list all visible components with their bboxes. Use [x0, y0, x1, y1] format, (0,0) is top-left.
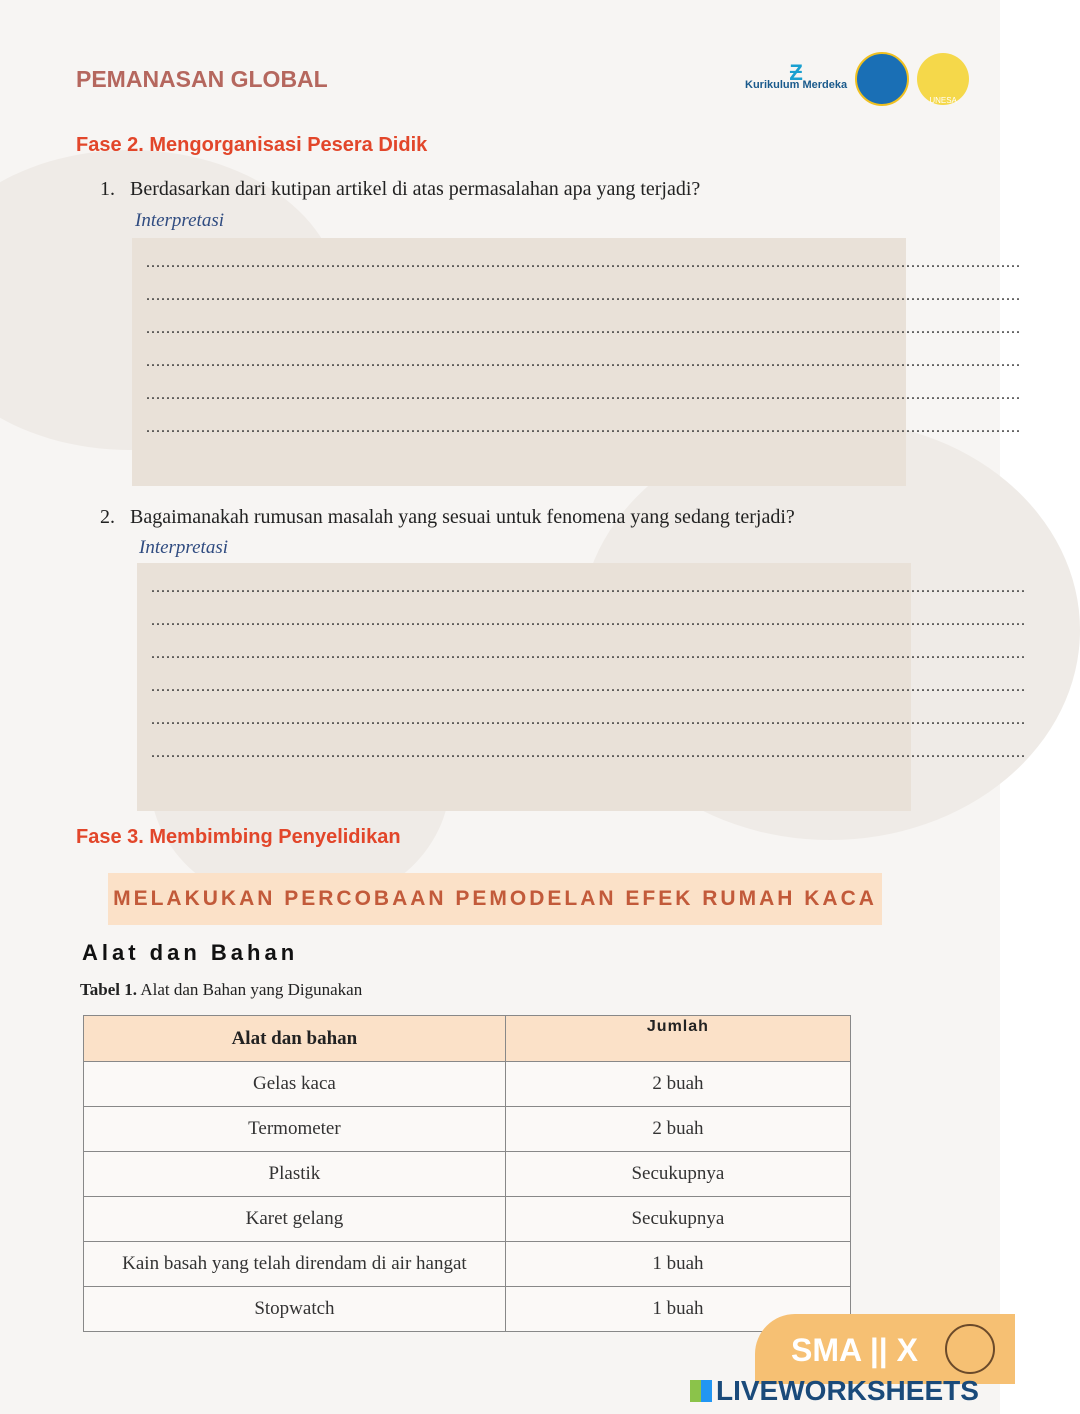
cell-qty: Secukupnya	[505, 1152, 850, 1197]
answer-line[interactable]: ...............................................................................................................................................................................	[151, 645, 1026, 662]
cell-qty: 2 buah	[505, 1107, 850, 1152]
answer-line[interactable]: ...............................................................................................................................................................................	[146, 419, 1021, 436]
header-alat: Alat dan bahan	[84, 1016, 506, 1062]
table-row	[84, 1242, 851, 1287]
header-jumlah: Jumlah	[505, 1016, 850, 1062]
table-row	[84, 1197, 851, 1242]
answer-line[interactable]: ...............................................................................................................................................................................	[151, 678, 1026, 695]
tut-wuri-handayani-logo	[855, 52, 909, 106]
answer-line[interactable]: ...............................................................................................................................................................................	[146, 320, 1021, 337]
answer-line[interactable]: ...............................................................................................................................................................................	[146, 254, 1021, 271]
answer-line[interactable]: ...............................................................................................................................................................................	[151, 579, 1026, 596]
answer-line[interactable]: ...............................................................................................................................................................................	[151, 711, 1026, 728]
live-icon	[690, 1380, 712, 1402]
cell-item: Kain basah yang telah direndam di air hangat	[84, 1242, 506, 1287]
answer-box-1	[132, 238, 1021, 486]
cell-item: Gelas kaca	[84, 1062, 506, 1107]
liveworksheets-logo[interactable]: LIVEWORKSHEETS	[690, 1375, 979, 1407]
table-row	[84, 1152, 851, 1197]
section-heading: Alat dan Bahan	[82, 940, 299, 965]
table-row	[84, 1062, 851, 1107]
interpretasi-label: Interpretasi	[135, 210, 225, 231]
fase-3-heading: Fase 3. Membimbing Penyelidikan	[76, 826, 401, 848]
unesa-logo: UNESA	[917, 53, 969, 105]
cell-qty: Secukupnya	[505, 1197, 850, 1242]
answer-line[interactable]: ...............................................................................................................................................................................	[146, 287, 1021, 304]
answer-box-2	[137, 563, 1026, 811]
experiment-banner: MELAKUKAN PERCOBAAN PEMODELAN EFEK RUMAH KACA	[108, 873, 882, 925]
materials-table	[83, 1015, 851, 1332]
table-row	[84, 1107, 851, 1152]
cell-qty: 2 buah	[505, 1062, 850, 1107]
cell-item: Karet gelang	[84, 1197, 506, 1242]
cell-item: Stopwatch	[84, 1287, 506, 1332]
table-row	[84, 1287, 851, 1332]
question-1: 1. Berdasarkan dari kutipan artikel di atas permasalahan apa yang terjadi?	[100, 178, 701, 200]
interpretasi-label: Interpretasi	[139, 537, 229, 558]
cell-item: Plastik	[84, 1152, 506, 1197]
table-caption: Tabel 1. Alat dan Bahan yang Digunakan	[80, 980, 363, 999]
class-badge: SMA || X	[755, 1314, 1015, 1384]
cell-qty: 1 buah	[505, 1287, 850, 1332]
answer-line[interactable]: ...............................................................................................................................................................................	[151, 612, 1026, 629]
fase-2-heading: Fase 2. Mengorganisasi Pesera Didik	[76, 134, 428, 156]
globe-icon	[945, 1324, 995, 1374]
cell-qty: 1 buah	[505, 1242, 850, 1287]
answer-line[interactable]: ...............................................................................................................................................................................	[151, 744, 1026, 761]
table-header	[84, 1016, 851, 1062]
cell-item: Termometer	[84, 1107, 506, 1152]
answer-line[interactable]: ...............................................................................................................................................................................	[146, 353, 1021, 370]
question-2: 2. Bagaimanakah rumusan masalah yang sesuai untuk fenomena yang sedang terjadi?	[100, 506, 795, 528]
page-title: PEMANASAN GLOBAL	[76, 66, 328, 92]
answer-line[interactable]: ...............................................................................................................................................................................	[146, 386, 1021, 403]
kurikulum-merdeka-logo: Ƶ Kurikulum Merdeka	[745, 60, 848, 91]
logos	[745, 52, 969, 106]
